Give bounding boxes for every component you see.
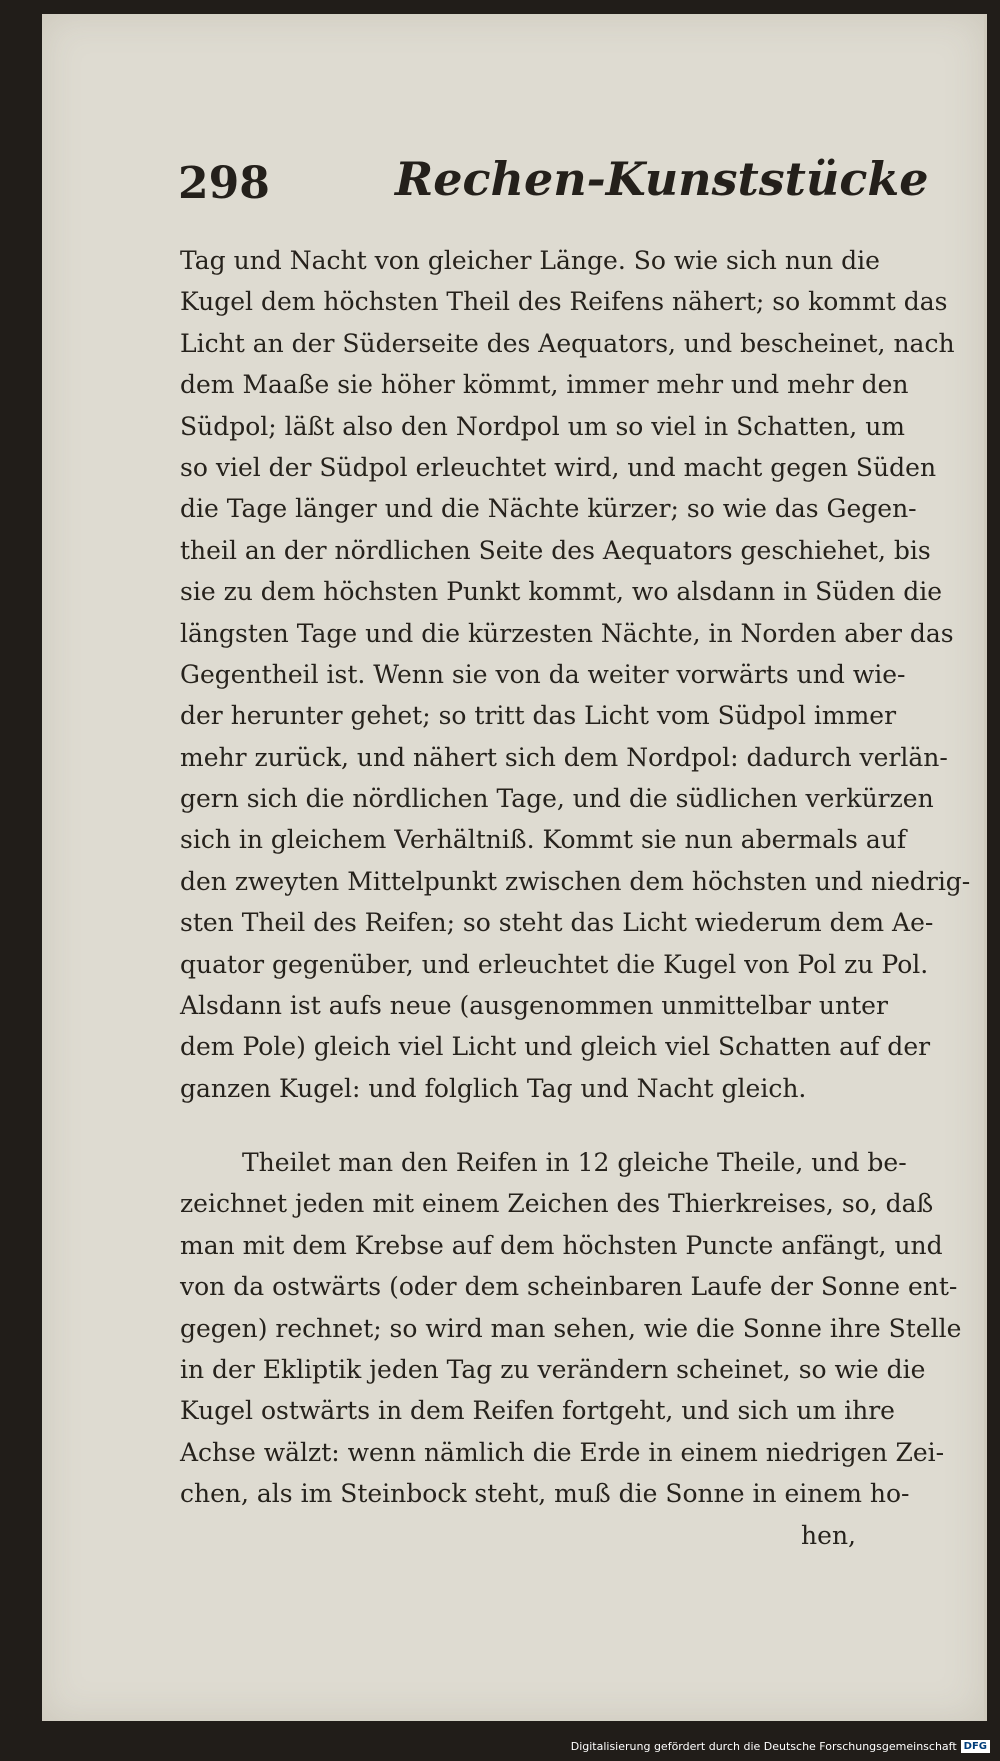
paragraph-1 — [180, 240, 971, 1109]
text-line: man mit dem Krebse auf dem höchsten Puncte anfängt, und — [180, 1230, 943, 1260]
text-line: theil an der nördlichen Seite des Aequators geschiehet, bis — [180, 535, 931, 565]
catchword: hen, — [801, 1520, 856, 1550]
text-line: so viel der Südpol erleuchtet wird, und macht gegen Süden — [180, 452, 937, 482]
page-header — [178, 152, 929, 222]
text-line: die Tage länger und die Nächte kürzer; so wie das Gegen- — [180, 494, 917, 524]
page-number: 298 — [178, 158, 270, 209]
text-line: dem Maaße sie höher kömmt, immer mehr und mehr den — [180, 370, 909, 400]
text-line: dem Pole) gleich viel Licht und gleich viel Schatten auf der — [180, 1032, 931, 1062]
running-title: Rechen-Kunststücke — [395, 152, 929, 206]
text-line: quator gegenüber, und erleuchtet die Kugel von Pol zu Pol. — [180, 949, 929, 979]
text-line: längsten Tage und die kürzesten Nächte, in Norden aber das — [180, 618, 954, 648]
text-line: Kugel dem höchsten Theil des Reifens nähert; so kommt das — [180, 287, 948, 317]
text-line: gern sich die nördlichen Tage, und die südlichen verkürzen — [180, 784, 934, 814]
text-line: Gegentheil ist. Wenn sie von da weiter vorwärts und wie- — [180, 659, 906, 689]
text-line: von da ostwärts (oder dem scheinbaren Laufe der Sonne ent- — [180, 1272, 958, 1302]
text-line: Achse wälzt: wenn nämlich die Erde in einem niedrigen Zei- — [180, 1437, 945, 1467]
text-line: mehr zurück, und nähert sich dem Nordpol: dadurch verlän- — [180, 742, 948, 772]
text-line: ganzen Kugel: und folglich Tag und Nacht gleich. — [180, 1073, 807, 1103]
credit-text: Digitalisierung gefördert durch die Deutsche Forschungsgemeinschaft — [570, 1739, 957, 1753]
text-line: Alsdann ist aufs neue (ausgenommen unmittelbar unter — [180, 991, 888, 1021]
text-line: den zweyten Mittelpunkt zwischen dem höchsten und niedrig- — [180, 866, 971, 896]
text-line: chen, als im Steinbock steht, muß die Sonne in einem ho- — [180, 1479, 910, 1509]
text-line: Tag und Nacht von gleicher Länge. So wie sich nun die — [180, 246, 880, 275]
text-line: Licht an der Süderseite des Aequators, und bescheinet, nach — [180, 328, 955, 358]
text-line: Theilet man den Reifen in 12 gleiche Theile, und be- — [242, 1148, 907, 1177]
text-line: sten Theil des Reifen; so steht das Licht wiederum dem Ae- — [180, 908, 934, 938]
digitization-credit — [571, 1735, 990, 1757]
paragraph-2 — [180, 1142, 962, 1556]
text-line: Südpol; läßt also den Nordpol um so viel in Schatten, um — [180, 411, 905, 441]
book-page — [42, 14, 987, 1721]
dfg-logo: DFG — [961, 1740, 990, 1753]
text-line: zeichnet jeden mit einem Zeichen des Thierkreises, so, daß — [180, 1189, 934, 1219]
text-line: der herunter gehet; so tritt das Licht vom Südpol immer — [180, 701, 897, 731]
text-line: in der Ekliptik jeden Tag zu verändern scheinet, so wie die — [180, 1354, 926, 1384]
text-line: sich in gleichem Verhältniß. Kommt sie nun abermals auf — [180, 825, 907, 855]
text-line: Kugel ostwärts in dem Reifen fortgeht, und sich um ihre — [180, 1396, 895, 1426]
text-line: sie zu dem höchsten Punkt kommt, wo alsdann in Süden die — [180, 577, 943, 607]
text-line: gegen) rechnet; so wird man sehen, wie die Sonne ihre Stelle — [180, 1313, 962, 1343]
